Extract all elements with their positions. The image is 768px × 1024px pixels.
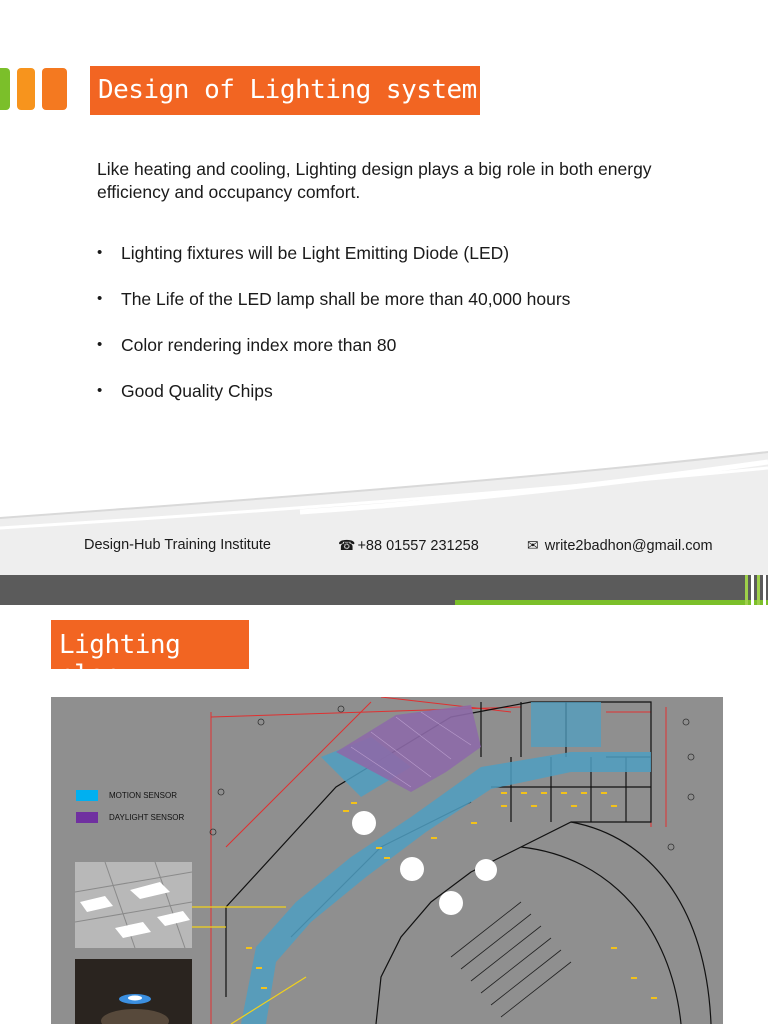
footer-email[interactable] bbox=[527, 537, 713, 554]
footer bbox=[0, 535, 768, 559]
accent-bar-green bbox=[0, 68, 10, 110]
accent-bar-orange bbox=[42, 68, 67, 110]
bullet-text: Good Quality Chips bbox=[121, 381, 273, 401]
bullet-item bbox=[97, 379, 737, 425]
footer-phone bbox=[338, 537, 479, 554]
bullet-text: Lighting fixtures will be Light Emitting Diode (LED) bbox=[121, 243, 510, 263]
intro-paragraph: Like heating and cooling, Lighting design plays a big role in both energy efficiency and occupancy comfort. bbox=[97, 159, 652, 202]
legend-label: MOTION SENSOR bbox=[109, 791, 178, 800]
envelope-icon: ✉ bbox=[527, 537, 539, 553]
bullet-item bbox=[97, 287, 737, 333]
lighting-floor-plan bbox=[51, 697, 723, 1024]
ceiling-panel-light-photo bbox=[75, 862, 192, 948]
bullet-dot-icon: • bbox=[97, 290, 103, 307]
footer-phone-number: +88 01557 231258 bbox=[357, 538, 479, 554]
slide-title: Lighting plan bbox=[51, 620, 249, 669]
bullet-text: Color rendering index more than 80 bbox=[121, 335, 397, 355]
phone-icon: ☎ bbox=[338, 537, 356, 553]
slide-lighting-plan bbox=[0, 605, 768, 1024]
accent-bar-orange bbox=[17, 68, 35, 110]
bullet-list bbox=[97, 241, 737, 425]
bullet-item bbox=[97, 241, 737, 287]
divider-stripes bbox=[745, 575, 768, 605]
slide-title: Design of Lighting system bbox=[90, 66, 480, 115]
footer-email-address[interactable]: write2badhon@gmail.com bbox=[544, 538, 713, 554]
bullet-dot-icon: • bbox=[97, 244, 103, 261]
bullet-text: The Life of the LED lamp shall be more than 40,000 hours bbox=[121, 289, 571, 309]
footer-institute: Design-Hub Training Institute bbox=[84, 537, 271, 553]
bullet-dot-icon: • bbox=[97, 382, 103, 399]
legend-label: DAYLIGHT SENSOR bbox=[109, 813, 185, 822]
legend-swatch bbox=[76, 812, 98, 823]
bullet-dot-icon: • bbox=[97, 336, 103, 353]
downlight-photo bbox=[75, 959, 192, 1024]
legend-swatch bbox=[76, 790, 98, 801]
bullet-item bbox=[97, 333, 737, 379]
